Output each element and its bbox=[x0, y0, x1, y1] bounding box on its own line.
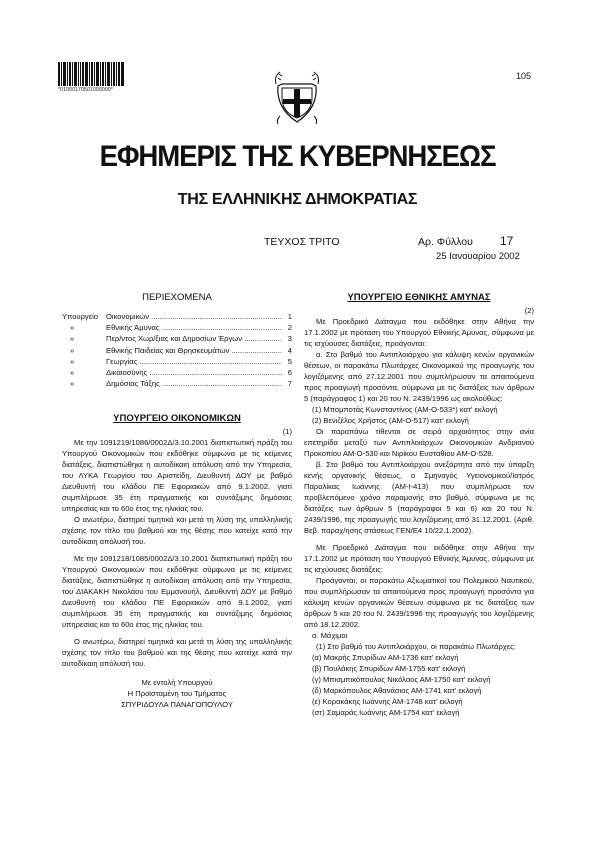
paragraph: Με την 1091218/1085/0002Δ/3.10.2001 διαπιστωτική πράξη του Υπουργού Οικονομικών που εκδόθηκε σύμφωνα με τις κείμενες διατάξεις, διαπιστώθηκε η αυτοδίκαιη απόλυση από την Υπηρεσία, του ΔΙΑΚΑΚΗ Νικολάου του Εμμανουήλ, Διευθυντή ΔΟΥ με βαθμό Διευθυντή του κλάδου ΠΕ Εφοριακών από 9.1.2002, γιατί συμπλήρωσε 35 έτη πραγματικής και συντάξιμης δημόσιας υπηρεσίας και το 60ο έτος της ηλικίας του. bbox=[62, 554, 292, 630]
signature-line: Η Προϊσταμένη του Τμήματος bbox=[127, 689, 227, 699]
toc-item: » Γεωργίας ..... 5 bbox=[62, 356, 292, 367]
paragraph: Προάγονται, οι παρακάτω Αξιωματικοί του Πολεμικού Ναυτικού, που συμπλήρωσαν τα απαιτούμενα προς προαγωγή προσόντα για κάλυψη κενών οργανικών θέσεων σύμφωνα με τις διατάξεις των άρθρων 5 και 20 του Ν. 2439/1996 της προαγωγής του λογιζόμενης από 18.12.2002. bbox=[304, 576, 534, 629]
issue-date: 25 Ιανουαρίου 2002 bbox=[436, 251, 520, 262]
barcode-number: *01000170501000000* bbox=[58, 87, 113, 93]
national-emblem bbox=[272, 68, 322, 128]
list-item: (στ) Σαμαράς Ιωάννης ΑΜ-1754 κατ' εκλογή bbox=[312, 708, 460, 717]
sheet-label: Αρ. Φύλλου bbox=[418, 236, 473, 248]
list-item: (γ) Μπισμπικόπουλος Νικόλαος ΑΜ-1750 κατ' εκλογή bbox=[312, 675, 491, 684]
toc-heading: ΠΕΡΙΕΧΟΜΕΝΑ bbox=[142, 292, 212, 303]
page-number: 105 bbox=[516, 71, 532, 81]
toc-item: » Εθνικής Παιδείας και Θρησκευμάτων ..... 4 bbox=[62, 345, 292, 356]
paragraph: Με την 1091219/1086/0002Δ/3.10.2001 διαπιστωτική πράξη του Υπουργού Οικονομικών που εκδόθηκε σύμφωνα με τις κείμενες διατάξεις, διαπιστώθηκε η αυτοδίκαιη απόλυση από την Υπηρεσία, του ΛΥΚΑ Γεωργίου του Αριστείδη, Διευθυντή ΔΟΥ με βαθμό Διευθυντή του κλάδου ΠΕ Εφοριακών από 9.1.2002, γιατί συμπλήρωσε 35 έτη πραγματικής και συντάξιμης δημόσιας υπηρεσίας και το 60ο έτος της ηλικίας του. bbox=[62, 438, 292, 514]
signatory-name: ΣΠΥΡΙΔΟΥΛΑ ΠΑΝΑΓΟΠΟΥΛΟΥ bbox=[121, 700, 233, 710]
toc-item: » Περ/ντος Χωρ/ξιας και Δημοσίων Έργων ..... 3 bbox=[62, 333, 292, 344]
paragraph: β. Στο βαθμό του Αντιπλοιάρχου ανεξάρτητα από την ύπαρξη κενής οργανικής θέσεως, ο Σμηναγός Υγειονομικού/Ιατρός Παραλίκας Ιωάννης (ΑΜ-Ι-413) που συμπλήρωσε τον προβλεπόμενο χρόνο παραμονής στο βαθμό, σύμφωνα με τις διατάξεις των άρθρων 5 (παράγραφοι 5 και 6) και 20 του Ν. 2439/1996, της προαγωγής του λογιζόμενης από 31.12.2001. (Αριθ. Βεβ. παραχ/ησης στάσεως ΓΕΝ/Ε4 10/22.1.2002). bbox=[304, 460, 534, 535]
gazette-subtitle: ΤΗΣ ΕΛΛΗΝΙΚΗΣ ΔΗΜΟΚΡΑΤΙΑΣ bbox=[177, 191, 418, 208]
list-item: (1) Μπομποτάς Κωνσταντίνος (ΑΜ-Ο-533*) κατ' εκλογή bbox=[312, 405, 498, 414]
paragraph: α. Στο βαθμό του Αντιπλοιάρχου για κάλυψη κενών οργανικών θέσεων, οι παρακάτω Πλωτάρχες Οικονομικού της προαγωγής του λογιζόμενης από 27.12.2001 που συμπλήρωσαν τα απαιτούμενα προς προαγωγή προσόντα, σύμφωνα με τις διατάξεις των άρθρων 5 (παράγραφος 1) και 20 του Ν. 2439/1996 ως ακολούθως: bbox=[304, 350, 534, 403]
paragraph: (1) Στο βαθμό του Αντιπλοιάρχου, οι παρακάτω Πλωτάρχες: bbox=[316, 642, 516, 651]
signature-line: Με εντολή Υπουργού bbox=[141, 678, 213, 688]
gazette-title: ΕΦΗΜΕΡΙΣ ΤΗΣ ΚΥΒΕΡΝΗΣΕΩΣ bbox=[99, 140, 496, 173]
issue-type: ΤΕΥΧΟΣ ΤΡΙΤΟ bbox=[264, 236, 340, 248]
list-item: α. Μάχιμοι bbox=[312, 631, 348, 640]
list-item: (δ) Μαρκόπουλος Αθανάσιος ΑΜ-1741 κατ' εκλογή bbox=[312, 686, 482, 695]
paragraph: Ο ανωτέρω, διατηρεί τιμητικά και μετά τη λύση της υπαλληλικής σχέσης τον τίτλο του βαθμού και της θέσης που κατείχε κατά την αυτοδίκαιη απόλυσή του. bbox=[62, 637, 292, 669]
barcode bbox=[58, 62, 124, 86]
section-heading-finance: ΥΠΟΥΡΓΕΙΟ ΟΙΚΟΝΟΜΙΚΩΝ bbox=[113, 413, 241, 425]
sheet-number: 17 bbox=[500, 234, 514, 248]
toc-item: » Δημόσιας Τάξης ..... 7 bbox=[62, 378, 292, 389]
list-item: (α) Μακρής Σπυρίδων ΑΜ-1736 κατ' εκλογή bbox=[312, 653, 459, 662]
toc-item: Υπουργείο Οικονομικών ..... 1 bbox=[62, 311, 292, 322]
decision-number: (1) bbox=[282, 427, 292, 437]
decision-number: (2) bbox=[524, 306, 534, 315]
left-column bbox=[62, 292, 292, 710]
section-heading-defence: ΥΠΟΥΡΓΕΙΟ ΕΘΝΙΚΗΣ ΑΜΥΝΑΣ bbox=[347, 292, 491, 303]
paragraph: Με Προεδρικό Διάταγμα που εκδόθηκε στην Αθήνα την 17.1.2002 με πρόταση του Υπουργού Εθνικής Άμυνας, σύμφωνα με τις ισχύουσες διατάξεις: bbox=[304, 543, 534, 574]
paragraph: Οι παραπάνω τίθενται σε σειρά αρχαιότητος στην ανία επετηρίδα μεταξύ των Αντιπλοιάρχων Οικονομικών Ανδριανού Προκοπίου ΑΜ-Ο-530 και Νιρίκου Ευσταθίου ΑΜ-Ο-528. bbox=[304, 427, 534, 458]
toc-list bbox=[62, 311, 292, 389]
right-column bbox=[304, 292, 534, 718]
list-item: (2) Βενιζέλος Χρήστος (ΑΜ-Ο-517) κατ' εκλογή bbox=[312, 416, 469, 425]
list-item: (β) Πουλάκης Σπυρίδων ΑΜ-1755 κατ' εκλογή bbox=[312, 664, 466, 673]
paragraph: Με Προεδρικό Διάταγμα που εκδόθηκε στην Αθήνα την 17.1.2002 με πρόταση του Υπουργού Εθνικής Άμυνας, σύμφωνα με τις ισχύουσες διατάξεις, προάγονται: bbox=[304, 317, 534, 348]
paragraph: Ο ανωτέρω, διατηρεί τιμητικά και μετά τη λύση της υπαλληλικής σχέσης τον τίτλο του βαθμού και της θέσης που κατείχε κατά την αυτοδίκαιη απόλυσή του. bbox=[62, 515, 292, 547]
toc-item: » Εθνικής Άμυνας ..... 2 bbox=[62, 322, 292, 333]
list-item: (ε) Κορακάκης Ιωάννης ΑΜ-1748 κατ' εκλογή bbox=[312, 697, 463, 706]
toc-item: » Δικαιοσύνης ..... 6 bbox=[62, 367, 292, 378]
